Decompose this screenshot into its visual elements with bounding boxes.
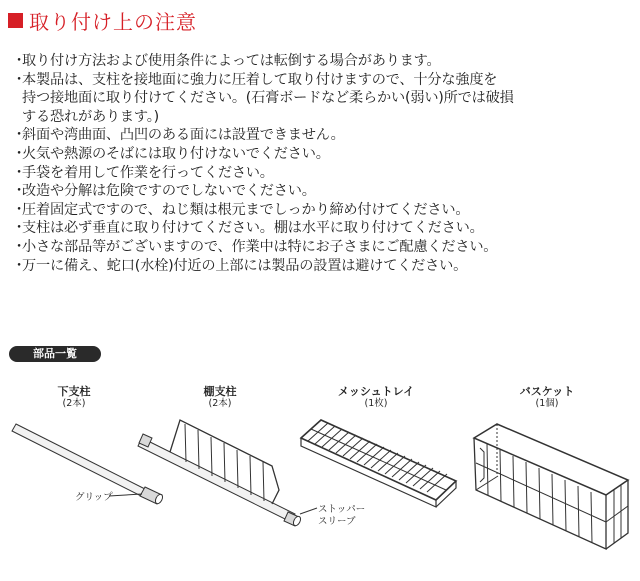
caution-text: 圧着固定式ですので、ねじ類は根元までしっかり締め付けてください。 xyxy=(22,201,470,218)
caution-text-continued: 持つ接地面に取り付けてください。(石膏ボードなど柔らかい(弱い)所では破損 xyxy=(22,90,514,107)
caution-text: 改造や分解は危険ですのでしないでください。 xyxy=(22,183,316,200)
part-qty-mesh-tray: (1枚) xyxy=(364,398,388,409)
section-title: 取り付け上の注意 xyxy=(29,9,197,34)
caution-text: 支柱は必ず垂直に取り付けてください。棚は水平に取り付けてください。 xyxy=(22,220,484,237)
part-qty-lower-pole: (2本) xyxy=(62,398,86,409)
bullet-mark: ・ xyxy=(12,238,26,255)
parts-list-label: 部品一覧 xyxy=(9,346,101,362)
callout-stopper-line2: スリーブ xyxy=(318,516,356,527)
bullet-mark: ・ xyxy=(12,201,26,218)
caution-text: 万一に備え、蛇口(水栓)付近の上部には製品の設置は避けてください。 xyxy=(22,257,468,274)
callout-stopper-line1: ストッパー xyxy=(318,504,366,515)
caution-text: 斜面や湾曲面、凸凹のある面には設置できません。 xyxy=(22,127,345,144)
part-qty-shelf-pole: (2本) xyxy=(208,398,232,409)
bullet-mark: ・ xyxy=(12,164,26,181)
caution-text: 本製品は、支柱を接地面に強力に圧着して取り付けますので、十分な強度を xyxy=(22,71,498,88)
bullet-mark: ・ xyxy=(12,183,26,200)
bullet-mark: ・ xyxy=(12,145,26,162)
caution-text: 小さな部品等がございますので、作業中は特にお子さまにご配慮ください。 xyxy=(22,238,498,255)
part-name-basket: バスケット xyxy=(519,385,575,398)
caution-text: 取り付け方法および使用条件によっては転倒する場合があります。 xyxy=(22,53,441,69)
caution-text: 手袋を着用して作業を行ってください。 xyxy=(22,164,274,181)
part-name-mesh-tray: メッシュトレイ xyxy=(337,385,415,398)
part-qty-basket: (1個) xyxy=(535,398,559,409)
bullet-mark: ・ xyxy=(12,257,26,274)
shelf-pole-icon xyxy=(138,420,317,527)
lower-pole-icon xyxy=(12,424,164,505)
bullet-mark: ・ xyxy=(12,53,26,69)
part-name-lower-pole: 下支柱 xyxy=(57,385,91,398)
bullet-mark: ・ xyxy=(12,127,26,144)
bullet-mark: ・ xyxy=(12,71,26,88)
caution-text-continued: する恐れがあります。) xyxy=(22,108,159,125)
basket-icon xyxy=(474,424,628,549)
callout-grip: グリップ xyxy=(75,492,113,503)
caution-text: 火気や熱源のそばには取り付けないでください。 xyxy=(22,145,330,162)
mesh-tray-icon xyxy=(301,420,456,507)
bullet-mark: ・ xyxy=(12,220,26,237)
part-name-shelf-pole: 棚支柱 xyxy=(203,385,237,398)
